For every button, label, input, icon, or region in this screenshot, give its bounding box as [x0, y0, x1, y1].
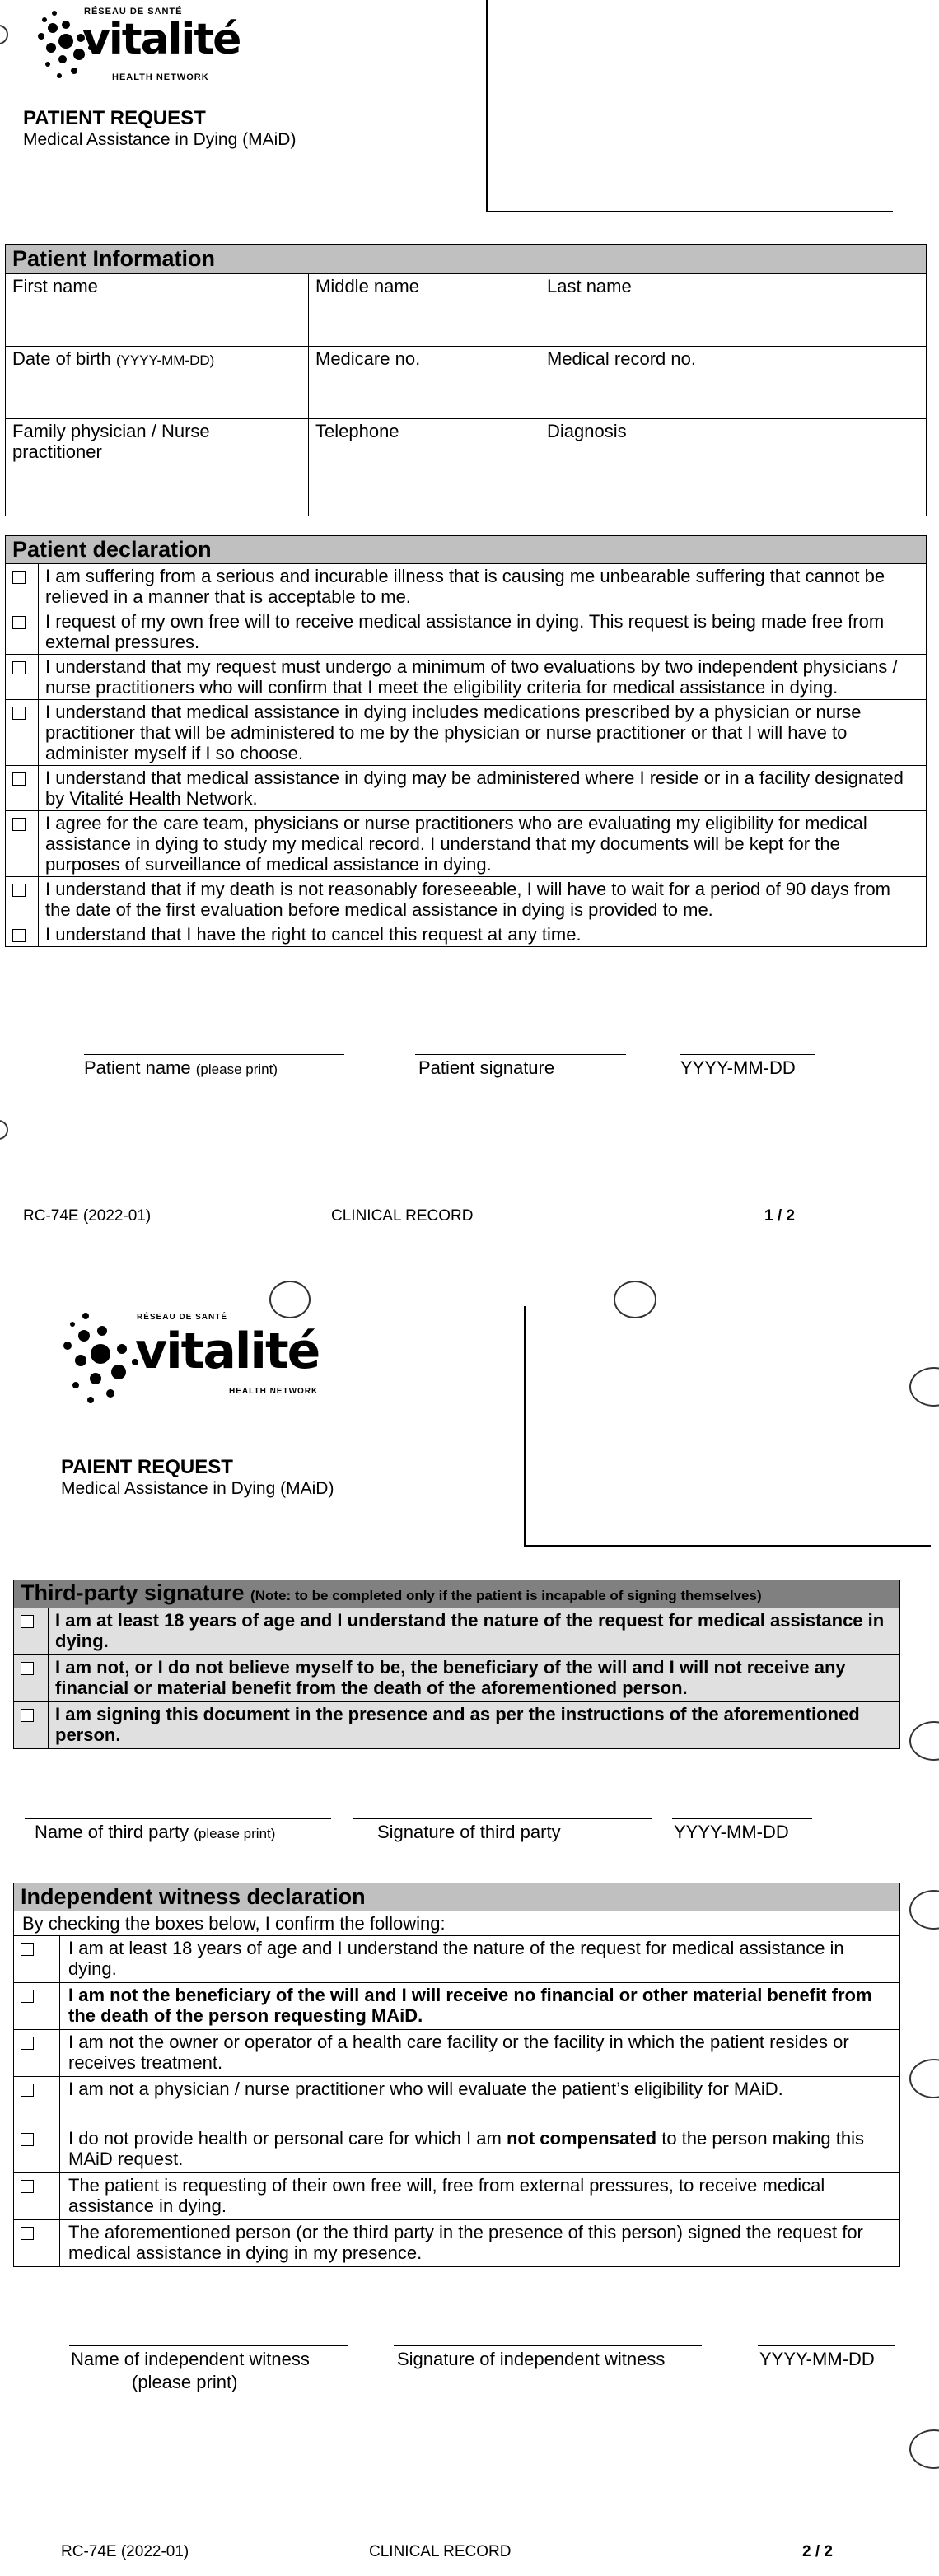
punch-hole	[909, 1721, 939, 1761]
witness-checkbox[interactable]	[21, 2084, 34, 2097]
witness-checkbox[interactable]	[21, 1990, 34, 2003]
punch-hole	[0, 25, 8, 44]
witness-text: I am not the beneficiary of the will and I will receive no financial or other material benefit from the death of the person requesting MAiD.	[60, 1983, 900, 2030]
last-name-field[interactable]: Last name	[540, 274, 927, 347]
declaration-checkbox[interactable]	[12, 929, 26, 942]
patient-date-label: YYYY-MM-DD	[680, 1057, 796, 1078]
middle-name-field[interactable]: Middle name	[309, 274, 540, 347]
date-of-birth-field[interactable]: Date of birth (YYYY-MM-DD)	[6, 347, 309, 419]
section-header: Patient Information	[6, 245, 927, 274]
witness-text: I am at least 18 years of age and I understand the nature of the request for medical assistance in dying.	[60, 1936, 900, 1983]
punch-hole	[909, 2059, 939, 2098]
logo-brand-text: vitalité	[135, 1323, 320, 1380]
declaration-checkbox[interactable]	[12, 661, 26, 674]
witness-checkbox[interactable]	[21, 1943, 34, 1956]
declaration-text: I am suffering from a serious and incurable illness that is causing me unbearable suffering that cannot be relieved in a manner that is acceptable to me.	[39, 564, 927, 609]
third-party-name-line[interactable]	[25, 1818, 331, 1819]
logo-brand-text: vitalité	[82, 15, 241, 64]
page-title: PATIENT REQUEST	[23, 107, 206, 129]
declaration-text: I request of my own free will to receive medical assistance in dying. This request is being made free from external pressures.	[39, 609, 927, 655]
third-party-text: I am signing this document in the presence and as per the instructions of the aforementioned person.	[49, 1702, 900, 1749]
page-subtitle: Medical Assistance in Dying (MAiD)	[61, 1479, 334, 1498]
witness-text: I am not the owner or operator of a health care facility or the facility in which the patient resides or receives treatment.	[60, 2030, 900, 2077]
diagnosis-field[interactable]: Diagnosis	[540, 419, 927, 516]
section-header: Patient declaration	[6, 536, 927, 564]
clinical-record-label: CLINICAL RECORD	[331, 1207, 474, 1225]
third-party-checkbox[interactable]	[21, 1615, 34, 1628]
witness-checkbox[interactable]	[21, 2037, 34, 2050]
logo-network-text: HEALTH NETWORK	[229, 1387, 319, 1396]
witness-checkbox[interactable]	[21, 2180, 34, 2193]
declaration-checkbox[interactable]	[12, 772, 26, 786]
witness-intro: By checking the boxes below, I confirm the following:	[14, 1911, 900, 1936]
declaration-text: I understand that if my death is not reasonably foreseeable, I will have to wait for a period of 90 days from the date of the first evaluation before medical assistance in dying is provided to me.	[39, 877, 927, 922]
form-number: RC-74E (2022-01)	[23, 1207, 152, 1225]
section-header: Third-party signature (Note: to be completed only if the patient is incapable of signing themselves)	[14, 1580, 900, 1608]
addressograph-box	[524, 1306, 931, 1547]
vitalite-logo	[33, 5, 264, 87]
witness-text: I do not provide health or personal care for which I am not compensated to the person making this MAiD request.	[60, 2126, 900, 2173]
patient-date-line[interactable]	[680, 1054, 815, 1055]
patient-name-label: Patient name (please print)	[84, 1057, 278, 1078]
witness-text: The aforementioned person (or the third party in the presence of this person) signed the request for medical assistance in dying in my presence.	[60, 2220, 900, 2267]
independent-witness-table	[13, 1883, 900, 2267]
witness-date-line[interactable]	[758, 2345, 895, 2346]
third-party-signature-table	[13, 1580, 900, 1749]
witness-text: The patient is requesting of their own free will, free from external pressures, to receive medical assistance in dying.	[60, 2173, 900, 2220]
patient-information-table	[5, 244, 927, 516]
declaration-checkbox[interactable]	[12, 571, 26, 584]
witness-name-label: Name of independent witness	[71, 2349, 310, 2369]
witness-text: I am not a physician / nurse practitioner who will evaluate the patient’s eligibility for MAiD.	[60, 2077, 900, 2126]
third-party-text: I am not, or I do not believe myself to be, the beneficiary of the will and I will not receive any financial or material benefit from the death of the aforementioned person.	[49, 1655, 900, 1702]
third-party-name-label: Name of third party (please print)	[35, 1822, 276, 1842]
clinical-record-label: CLINICAL RECORD	[369, 2543, 512, 2560]
patient-signature-line[interactable]	[415, 1054, 626, 1055]
declaration-text: I understand that medical assistance in dying includes medications prescribed by a physician or nurse practitioner that will be administered to me by the physician or nurse practitioner or that I will have to administer myself if I so choose.	[39, 700, 927, 766]
witness-signature-line[interactable]	[394, 2345, 702, 2346]
vitalite-logo	[58, 1306, 321, 1413]
witness-name-line[interactable]	[69, 2345, 348, 2346]
declaration-checkbox[interactable]	[12, 818, 26, 831]
patient-name-line[interactable]	[84, 1054, 344, 1055]
third-party-checkbox[interactable]	[21, 1709, 34, 1722]
witness-checkbox[interactable]	[21, 2227, 34, 2240]
witness-date-label: YYYY-MM-DD	[759, 2349, 875, 2369]
medical-record-no-field[interactable]: Medical record no.	[540, 347, 927, 419]
logo-reseau-text: RÉSEAU DE SANTÉ	[84, 7, 183, 16]
patient-signature-label: Patient signature	[418, 1057, 555, 1078]
first-name-field[interactable]: First name	[6, 274, 309, 347]
third-party-date-label: YYYY-MM-DD	[674, 1822, 789, 1842]
third-party-signature-label: Signature of third party	[377, 1822, 561, 1842]
third-party-text: I am at least 18 years of age and I understand the nature of the request for medical assistance in dying.	[49, 1608, 900, 1655]
declaration-checkbox[interactable]	[12, 707, 26, 720]
declaration-text: I understand that my request must undergo a minimum of two evaluations by two independent physicians / nurse practitioners who will confirm that I meet the eligibility criteria for medical assistance in dying.	[39, 655, 927, 700]
medicare-no-field[interactable]: Medicare no.	[309, 347, 540, 419]
declaration-text: I agree for the care team, physicians or nurse practitioners who are evaluating my eligibility for medical assistance in dying to study my medical record. I understand that my documents will be kept for the purposes of surveillance of medical assistance in dying.	[39, 811, 927, 877]
patient-declaration-table	[5, 535, 927, 947]
third-party-date-line[interactable]	[672, 1818, 812, 1819]
logo-reseau-text: RÉSEAU DE SANTÉ	[137, 1313, 228, 1322]
punch-hole	[909, 2429, 939, 2469]
third-party-signature-line[interactable]	[353, 1818, 652, 1819]
declaration-checkbox[interactable]	[12, 884, 26, 897]
witness-checkbox[interactable]	[21, 2133, 34, 2146]
telephone-field[interactable]: Telephone	[309, 419, 540, 516]
page-title: PAIENT REQUEST	[61, 1456, 233, 1478]
third-party-checkbox[interactable]	[21, 1662, 34, 1675]
page-subtitle: Medical Assistance in Dying (MAiD)	[23, 130, 297, 149]
section-header: Independent witness declaration	[14, 1883, 900, 1911]
family-physician-field[interactable]: Family physician / Nurse practitioner	[6, 419, 309, 516]
punch-hole	[909, 1890, 939, 1930]
page-number: 1 / 2	[764, 1207, 795, 1225]
declaration-text: I understand that I have the right to cancel this request at any time.	[39, 922, 927, 947]
witness-signature-label: Signature of independent witness	[397, 2349, 666, 2369]
form-number: RC-74E (2022-01)	[61, 2543, 189, 2560]
witness-name-note: (please print)	[132, 2372, 238, 2392]
addressograph-box	[486, 0, 893, 212]
page-number: 2 / 2	[802, 2543, 833, 2560]
punch-hole	[0, 1120, 8, 1140]
declaration-checkbox[interactable]	[12, 616, 26, 629]
logo-network-text: HEALTH NETWORK	[112, 72, 209, 82]
declaration-text: I understand that medical assistance in dying may be administered where I reside or in a facility designated by Vitalité Health Network.	[39, 766, 927, 811]
